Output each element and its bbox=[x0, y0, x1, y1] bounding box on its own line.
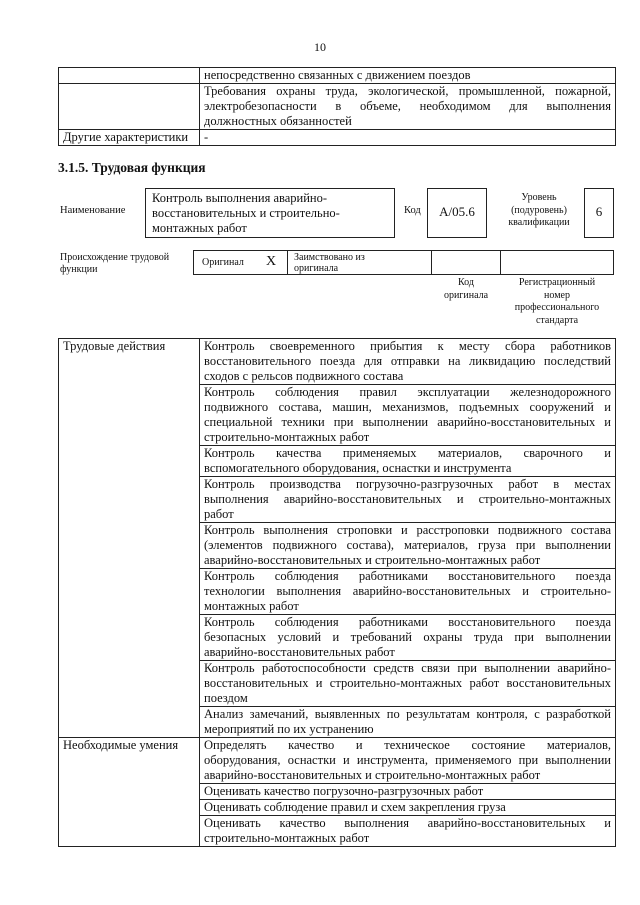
text-line: Контроль соблюдения работниками восстановительного поезда bbox=[204, 569, 611, 583]
text-line: аварийно-восстановительных и строительно-монтажных работ bbox=[204, 768, 541, 782]
table-row bbox=[59, 130, 616, 146]
text-line: Оценивать качество выполнения аварийно-восстановительных и bbox=[204, 816, 611, 830]
origin-label-line: функции bbox=[60, 264, 98, 275]
text-line: Контроль качества применяемых материалов, сварочного и bbox=[204, 446, 611, 460]
text-line: Оценивать качество погрузочно-разгрузочных работ bbox=[204, 784, 484, 798]
row-text bbox=[200, 477, 616, 523]
text-line: мероприятий по их устранению bbox=[204, 722, 374, 736]
code-label: Код bbox=[404, 205, 421, 216]
original-cell bbox=[193, 250, 288, 275]
code-value: А/05.6 bbox=[427, 188, 487, 238]
origin-label bbox=[60, 252, 169, 276]
code-caption-line: Код bbox=[458, 277, 474, 288]
code-caption bbox=[431, 277, 501, 302]
text-line: Контроль соблюдения правил эксплуатации железнодорожного bbox=[204, 385, 611, 399]
level-label bbox=[495, 192, 583, 230]
row-label bbox=[59, 84, 200, 130]
row-text bbox=[200, 569, 616, 615]
text-line: Контроль своевременного прибытия к месту сбора работников bbox=[204, 339, 611, 353]
text-line: (элементов подвижного состава), материалов, груза при выполнении bbox=[204, 538, 611, 552]
borrowed-label-line: Заимствовано из bbox=[294, 252, 365, 263]
text-line: строительно-монтажных работ bbox=[204, 430, 370, 444]
text-line: специальной техники при выполнении аварийно-восстановительных и bbox=[204, 415, 611, 429]
text-line: технологии выполнения аварийно-восстановительных и строительно- bbox=[204, 584, 611, 598]
top-characteristics-table bbox=[58, 67, 616, 146]
row-text bbox=[200, 615, 616, 661]
reg-caption-line: профессионального bbox=[514, 302, 600, 313]
text-line: аварийно-восстановительных работ bbox=[204, 645, 395, 659]
borrowed-cell bbox=[287, 250, 432, 275]
registration-caption bbox=[500, 277, 614, 327]
row-text bbox=[200, 784, 616, 800]
text-line: вспомогательного оборудования, оснастки и инструмента bbox=[204, 461, 512, 475]
row-text bbox=[200, 816, 616, 847]
text-line: Анализ замечаний, выявленных по результатам контроля, с разработкой bbox=[204, 707, 611, 721]
code-caption-line: оригинала bbox=[443, 289, 489, 301]
text-line: подвижного состава, машин, механизмов, подъемных сооружений и bbox=[204, 400, 611, 414]
row-text bbox=[200, 130, 616, 146]
row-label: Трудовые действия bbox=[59, 339, 200, 738]
reg-caption-line: Регистрационный bbox=[518, 277, 596, 288]
function-name-line: восстановительных и строительно- bbox=[152, 206, 340, 220]
row-text bbox=[200, 446, 616, 477]
text-line: Контроль выполнения строповки и расстроповки подвижного состава bbox=[204, 523, 611, 537]
level-label-line: квалификации bbox=[508, 217, 570, 228]
text-line: сходов с рельсов подвижного состава bbox=[204, 369, 404, 383]
text-line: выполнения аварийно-восстановительных и строительно-монтажных bbox=[204, 492, 611, 506]
text-line: электробезопасности в объеме, необходимом для выполнения bbox=[204, 99, 611, 113]
level-value: 6 bbox=[584, 188, 614, 238]
text-line: работ bbox=[204, 507, 234, 521]
text-line: монтажных работ bbox=[204, 599, 299, 613]
section-title: 3.1.5. Трудовая функция bbox=[58, 160, 206, 175]
text-line: должностных обязанностей bbox=[204, 114, 352, 128]
reg-caption-line: номер bbox=[544, 289, 570, 301]
text-line: Контроль работоспособности средств связи при выполнении аварийно- bbox=[204, 661, 611, 675]
row-label: Другие характеристики bbox=[59, 130, 200, 146]
text-line: Определять качество и техническое состояние материалов, bbox=[204, 738, 611, 752]
original-mark: X bbox=[266, 254, 277, 269]
text-line: строительно-монтажных работ bbox=[204, 831, 370, 845]
level-label-line: (подуровень) bbox=[511, 204, 567, 216]
text-line: восстановительного поезда для отправки на ликвидацию последствий bbox=[204, 354, 611, 368]
original-code-cell bbox=[431, 250, 501, 275]
table-row bbox=[59, 84, 616, 130]
function-name-line: монтажных работ bbox=[152, 221, 247, 235]
row-text bbox=[200, 800, 616, 816]
row-text bbox=[200, 738, 616, 784]
table-row bbox=[59, 68, 616, 84]
text-line: непосредственно связанных с движением поездов bbox=[204, 68, 471, 82]
function-name-box bbox=[145, 188, 395, 238]
text-line: аварийно-восстановительных и строительно-монтажных работ bbox=[204, 553, 541, 567]
table-row bbox=[59, 738, 616, 784]
text-line: Контроль производства погрузочно-разгрузочных работ в местах bbox=[204, 477, 611, 491]
text-line: - bbox=[204, 130, 209, 144]
row-text bbox=[200, 385, 616, 446]
reg-caption-line: стандарта bbox=[535, 314, 579, 326]
row-label: Необходимые умения bbox=[59, 738, 200, 847]
origin-label-line: Происхождение трудовой bbox=[60, 252, 170, 263]
registration-number-cell bbox=[500, 250, 614, 275]
row-label bbox=[59, 68, 200, 84]
level-label-line: Уровень bbox=[521, 192, 557, 203]
table-row bbox=[59, 339, 616, 385]
row-text bbox=[200, 523, 616, 569]
text-line: оборудования, оснастки и инструмента, применяемого при выполнении bbox=[204, 753, 611, 767]
text-line: поездом bbox=[204, 691, 248, 705]
borrowed-label-line: оригинала bbox=[294, 263, 339, 274]
page-number: 10 bbox=[314, 40, 326, 54]
text-line: Оценивать соблюдение правил и схем закрепления груза bbox=[204, 800, 506, 814]
row-text bbox=[200, 707, 616, 738]
text-line: восстановительных и строительно-монтажных работ восстановительных bbox=[204, 676, 611, 690]
row-text bbox=[200, 84, 616, 130]
row-text bbox=[200, 339, 616, 385]
name-label: Наименование bbox=[60, 205, 126, 216]
labor-function-table bbox=[58, 338, 616, 847]
text-line: Контроль соблюдения работниками восстановительного поезда bbox=[204, 615, 611, 629]
row-text bbox=[200, 661, 616, 707]
original-label: Оригинал bbox=[202, 257, 244, 268]
text-line: безопасных условий и требований охраны труда при выполнении bbox=[204, 630, 611, 644]
row-text bbox=[200, 68, 616, 84]
function-name-line: Контроль выполнения аварийно- bbox=[152, 191, 328, 205]
text-line: Требования охраны труда, экологической, промышленной, пожарной, bbox=[204, 84, 611, 98]
